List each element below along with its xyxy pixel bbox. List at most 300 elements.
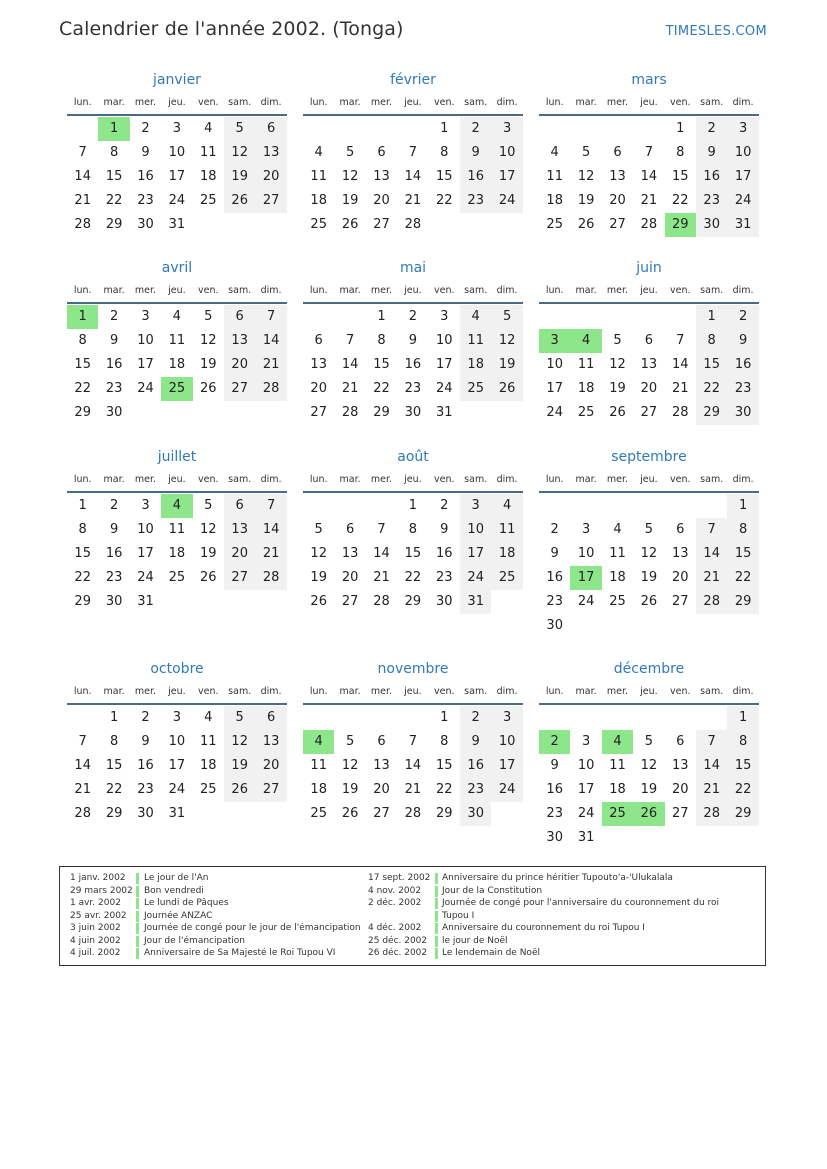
day-cell: 8 <box>78 522 87 537</box>
holiday-day-cell: 3 <box>539 329 570 353</box>
day-cell: 29 <box>727 802 758 826</box>
day-cell: 20 <box>373 782 390 797</box>
day-cell: 17 <box>491 165 522 189</box>
day-grid <box>303 117 523 267</box>
month-divider <box>67 114 287 116</box>
weekday-label: dim. <box>496 285 518 296</box>
day-cell: 12 <box>640 758 658 773</box>
weekday-label: dim. <box>260 285 282 296</box>
day-cell: 12 <box>341 169 359 184</box>
holiday-date: 4 juin 2002 <box>70 935 121 946</box>
day-cell: 27 <box>373 806 390 821</box>
day-cell: 14 <box>696 542 727 566</box>
month-name: septembre <box>611 449 687 465</box>
holiday-day-cell: 29 <box>665 213 696 237</box>
day-cell: 13 <box>672 546 689 561</box>
day-grid <box>67 305 287 455</box>
holiday-marker <box>136 898 139 909</box>
weekday-label: mer. <box>370 474 393 485</box>
day-cell: 21 <box>672 381 689 396</box>
day-cell: 26 <box>640 594 658 609</box>
day-cell: 11 <box>200 734 217 749</box>
weekday-label: ven. <box>670 474 691 485</box>
day-cell: 25 <box>310 806 327 821</box>
day-cell: 23 <box>696 189 727 213</box>
day-cell: 11 <box>609 758 626 773</box>
day-cell: 26 <box>224 189 255 213</box>
day-cell: 13 <box>640 357 658 372</box>
weekday-label: mar. <box>103 474 125 485</box>
day-cell: 5 <box>204 498 213 513</box>
weekday-label: dim. <box>260 474 282 485</box>
weekday-label: ven. <box>434 474 455 485</box>
day-cell: 25 <box>200 782 217 797</box>
day-cell: 27 <box>310 405 327 420</box>
weekday-label: jeu. <box>168 686 186 697</box>
day-cell: 6 <box>224 494 255 518</box>
day-cell: 13 <box>255 141 286 165</box>
day-grid <box>303 494 523 644</box>
day-cell: 25 <box>310 217 327 232</box>
weekday-label: lun. <box>73 97 92 108</box>
day-cell: 15 <box>373 357 390 372</box>
day-cell: 5 <box>644 522 654 537</box>
weekday-label: dim. <box>260 97 282 108</box>
day-cell: 8 <box>440 145 449 160</box>
day-cell: 3 <box>581 522 591 537</box>
weekday-label: mar. <box>103 97 125 108</box>
month-divider <box>539 703 759 705</box>
day-cell: 15 <box>436 169 453 184</box>
holiday-date: 26 déc. 2002 <box>368 948 428 958</box>
day-cell: 21 <box>696 778 727 802</box>
day-cell: 5 <box>224 117 255 141</box>
day-cell: 28 <box>255 566 286 590</box>
day-cell: 7 <box>255 305 286 329</box>
weekday-label: sam. <box>228 285 252 296</box>
day-cell: 20 <box>255 754 286 778</box>
day-cell: 29 <box>404 594 422 609</box>
day-cell: 7 <box>345 333 355 348</box>
weekday-label: mer. <box>134 97 157 108</box>
weekday-label: jeu. <box>168 97 186 108</box>
month-name: mai <box>399 260 427 276</box>
day-cell: 12 <box>224 730 255 754</box>
holiday-date: 17 sept. 2002 <box>368 873 431 883</box>
day-cell: 28 <box>696 590 727 614</box>
day-cell: 26 <box>200 381 217 396</box>
weekday-label: lun. <box>309 686 328 697</box>
day-cell: 7 <box>676 333 685 348</box>
day-cell: 12 <box>224 141 255 165</box>
day-grid <box>67 117 287 267</box>
day-cell: 24 <box>546 405 563 420</box>
weekday-header <box>67 474 287 488</box>
day-cell: 30 <box>436 594 453 609</box>
month-divider <box>303 491 523 493</box>
day-cell: 16 <box>546 570 563 585</box>
weekday-label: ven. <box>670 686 691 697</box>
day-cell: 29 <box>74 594 91 609</box>
day-cell: 18 <box>310 782 327 797</box>
month-divider <box>539 491 759 493</box>
weekday-label: dim. <box>496 686 518 697</box>
day-cell: 20 <box>373 193 390 208</box>
day-cell: 8 <box>377 333 386 348</box>
day-cell: 14 <box>404 758 422 773</box>
holiday-marker <box>435 923 438 934</box>
weekday-label: lun. <box>309 97 328 108</box>
day-cell: 9 <box>460 730 491 754</box>
day-cell: 30 <box>404 405 422 420</box>
month-name: août <box>397 449 429 465</box>
day-cell: 29 <box>436 806 453 821</box>
weekday-label: sam. <box>700 97 724 108</box>
day-cell: 19 <box>640 570 658 585</box>
day-cell: 22 <box>74 381 91 396</box>
day-cell: 28 <box>404 806 422 821</box>
day-cell: 29 <box>74 405 91 420</box>
day-cell: 16 <box>105 546 123 561</box>
month-divider <box>67 491 287 493</box>
day-cell: 14 <box>404 169 422 184</box>
holiday-date: 29 mars 2002 <box>70 885 133 896</box>
holiday-name: Jour de l'émancipation <box>144 935 245 946</box>
day-cell: 1 <box>440 710 449 725</box>
day-cell: 5 <box>314 522 323 537</box>
day-cell: 9 <box>408 333 418 348</box>
day-cell: 20 <box>609 193 626 208</box>
day-cell: 13 <box>373 758 390 773</box>
weekday-label: sam. <box>464 686 488 697</box>
day-cell: 6 <box>377 734 386 749</box>
day-cell: 7 <box>78 734 87 749</box>
holiday-marker <box>136 936 139 947</box>
day-cell: 9 <box>109 333 119 348</box>
day-cell: 31 <box>436 405 453 420</box>
day-cell: 15 <box>727 542 758 566</box>
holiday-name: Le jour de l'An <box>144 873 209 883</box>
day-cell: 7 <box>696 730 727 754</box>
day-cell: 21 <box>74 782 91 797</box>
day-cell: 27 <box>255 189 286 213</box>
weekday-header <box>303 474 523 488</box>
day-cell: 30 <box>105 594 123 609</box>
weekday-label: mar. <box>103 686 125 697</box>
weekday-label: lun. <box>73 474 92 485</box>
month-divider <box>303 114 523 116</box>
day-cell: 2 <box>460 706 491 730</box>
holiday-day-cell: 4 <box>570 329 601 353</box>
day-cell: 5 <box>204 309 213 324</box>
day-cell: 18 <box>609 570 626 585</box>
holiday-day-cell: 25 <box>602 802 633 826</box>
day-cell: 19 <box>310 570 327 585</box>
weekday-label: sam. <box>464 285 488 296</box>
weekday-label: mer. <box>370 285 393 296</box>
weekday-header <box>67 97 287 111</box>
day-cell: 19 <box>341 782 359 797</box>
day-cell: 10 <box>436 333 453 348</box>
holiday-name: Tupou I <box>442 910 475 921</box>
day-cell: 14 <box>341 357 359 372</box>
day-cell: 31 <box>577 830 595 845</box>
day-cell: 28 <box>672 405 689 420</box>
holiday-day-cell: 17 <box>570 566 601 590</box>
day-cell: 15 <box>672 169 689 184</box>
day-cell: 7 <box>377 522 386 537</box>
day-cell: 4 <box>613 522 622 537</box>
day-cell: 14 <box>255 518 286 542</box>
day-cell: 27 <box>255 778 286 802</box>
weekday-label: ven. <box>434 97 455 108</box>
weekday-label: dim. <box>732 686 754 697</box>
day-cell: 9 <box>550 546 559 561</box>
day-cell: 24 <box>577 594 595 609</box>
day-cell: 9 <box>550 758 559 773</box>
day-cell: 16 <box>137 758 154 773</box>
weekday-label: ven. <box>670 97 691 108</box>
day-cell: 8 <box>109 734 119 749</box>
weekday-header <box>539 686 759 700</box>
holiday-marker <box>136 886 139 897</box>
day-cell: 11 <box>460 329 491 353</box>
day-cell: 17 <box>727 165 758 189</box>
day-cell: 7 <box>408 734 418 749</box>
day-cell: 8 <box>696 329 727 353</box>
holiday-marker <box>136 923 139 934</box>
weekday-label: ven. <box>198 686 219 697</box>
month-name: juin <box>636 260 662 276</box>
day-cell: 30 <box>727 401 758 425</box>
day-cell: 23 <box>546 806 563 821</box>
day-cell: 7 <box>78 145 87 160</box>
day-cell: 9 <box>696 141 727 165</box>
day-cell: 20 <box>672 782 689 797</box>
day-cell: 6 <box>676 522 685 537</box>
site-logo-link[interactable]: TIMESLES.COM <box>665 24 767 39</box>
day-cell: 17 <box>168 169 186 184</box>
day-cell: 18 <box>546 193 563 208</box>
day-cell: 27 <box>672 594 689 609</box>
day-cell: 16 <box>727 353 758 377</box>
day-cell: 6 <box>377 145 386 160</box>
day-cell: 18 <box>609 782 626 797</box>
day-cell: 15 <box>105 758 123 773</box>
day-cell: 30 <box>137 217 154 232</box>
day-cell: 2 <box>109 498 119 513</box>
day-cell: 2 <box>141 121 150 136</box>
day-cell: 23 <box>727 377 758 401</box>
day-cell: 20 <box>224 353 255 377</box>
day-cell: 11 <box>491 518 522 542</box>
day-cell: 12 <box>200 522 217 537</box>
day-cell: 14 <box>373 546 390 561</box>
day-cell: 12 <box>341 758 359 773</box>
day-cell: 14 <box>696 754 727 778</box>
day-cell: 17 <box>168 758 186 773</box>
day-cell: 4 <box>204 121 213 136</box>
weekday-label: ven. <box>198 97 219 108</box>
day-cell: 12 <box>577 169 595 184</box>
day-cell: 1 <box>408 498 418 513</box>
day-cell: 9 <box>440 522 449 537</box>
holiday-name: Le lendemain de Noël <box>442 948 540 958</box>
day-cell: 13 <box>310 357 327 372</box>
weekday-label: lun. <box>545 686 564 697</box>
day-cell: 22 <box>105 782 123 797</box>
day-cell: 14 <box>74 758 91 773</box>
day-cell: 9 <box>109 522 119 537</box>
day-grid <box>539 494 759 644</box>
day-cell: 13 <box>373 169 390 184</box>
holiday-legend <box>59 866 766 966</box>
day-cell: 5 <box>644 734 654 749</box>
holiday-date: 4 déc. 2002 <box>368 923 422 933</box>
day-cell: 2 <box>696 117 727 141</box>
day-cell: 15 <box>696 353 727 377</box>
day-cell: 5 <box>224 706 255 730</box>
day-grid <box>67 706 287 856</box>
day-cell: 29 <box>105 806 123 821</box>
day-cell: 10 <box>727 141 758 165</box>
day-cell: 12 <box>200 333 217 348</box>
holiday-date: 4 juil. 2002 <box>70 948 121 958</box>
weekday-header <box>539 97 759 111</box>
day-cell: 16 <box>404 357 422 372</box>
day-cell: 28 <box>696 802 727 826</box>
day-grid <box>539 706 759 856</box>
day-cell: 20 <box>640 381 658 396</box>
day-cell: 31 <box>460 590 491 614</box>
day-grid <box>67 494 287 644</box>
day-cell: 18 <box>168 357 186 372</box>
day-cell: 2 <box>440 498 449 513</box>
day-cell: 11 <box>168 522 186 537</box>
day-cell: 22 <box>727 566 758 590</box>
holiday-date: 1 avr. 2002 <box>70 898 121 908</box>
day-cell: 7 <box>408 145 418 160</box>
day-cell: 22 <box>436 782 453 797</box>
day-cell: 7 <box>696 518 727 542</box>
day-cell: 6 <box>676 734 685 749</box>
day-cell: 19 <box>577 193 595 208</box>
day-cell: 13 <box>255 730 286 754</box>
day-cell: 19 <box>640 782 658 797</box>
day-cell: 17 <box>137 546 154 561</box>
day-cell: 23 <box>546 594 563 609</box>
day-cell: 14 <box>672 357 689 372</box>
day-cell: 3 <box>491 117 522 141</box>
day-cell: 26 <box>577 217 595 232</box>
day-cell: 4 <box>172 309 182 324</box>
month-name: mars <box>631 72 667 88</box>
day-cell: 28 <box>255 377 286 401</box>
month-divider <box>539 114 759 116</box>
day-cell: 23 <box>404 381 422 396</box>
day-cell: 24 <box>436 381 453 396</box>
day-cell: 25 <box>577 405 595 420</box>
weekday-label: lun. <box>73 285 92 296</box>
weekday-header <box>539 474 759 488</box>
day-cell: 28 <box>404 217 422 232</box>
weekday-header <box>303 285 523 299</box>
day-cell: 30 <box>696 213 727 237</box>
day-cell: 18 <box>200 758 217 773</box>
weekday-label: lun. <box>73 686 92 697</box>
weekday-label: lun. <box>545 474 564 485</box>
day-cell: 3 <box>460 494 491 518</box>
day-cell: 21 <box>341 381 359 396</box>
weekday-label: ven. <box>198 285 219 296</box>
weekday-label: jeu. <box>404 686 422 697</box>
day-cell: 16 <box>137 169 154 184</box>
day-cell: 14 <box>255 329 286 353</box>
day-cell: 19 <box>609 381 626 396</box>
day-cell: 18 <box>200 169 217 184</box>
day-cell: 24 <box>168 193 186 208</box>
weekday-label: mer. <box>134 686 157 697</box>
day-cell: 13 <box>224 329 255 353</box>
day-cell: 5 <box>345 145 355 160</box>
day-cell: 27 <box>224 377 255 401</box>
holiday-name: Jour de la Constitution <box>442 885 543 896</box>
month-name: janvier <box>153 72 201 88</box>
month-divider <box>303 302 523 304</box>
day-cell: 8 <box>727 730 758 754</box>
day-cell: 4 <box>460 305 491 329</box>
day-cell: 26 <box>491 377 522 401</box>
day-cell: 25 <box>491 566 522 590</box>
day-cell: 10 <box>577 758 595 773</box>
day-cell: 1 <box>377 309 386 324</box>
day-cell: 21 <box>255 542 286 566</box>
weekday-label: jeu. <box>640 686 658 697</box>
day-cell: 28 <box>640 217 658 232</box>
day-cell: 24 <box>727 189 758 213</box>
day-cell: 23 <box>137 193 154 208</box>
holiday-date: 4 nov. 2002 <box>368 885 422 896</box>
day-cell: 27 <box>640 405 658 420</box>
weekday-label: mar. <box>103 285 125 296</box>
day-cell: 29 <box>696 401 727 425</box>
day-cell: 1 <box>676 121 685 136</box>
holiday-name: le jour de Noël <box>442 935 508 946</box>
day-cell: 6 <box>314 333 323 348</box>
day-cell: 22 <box>696 377 727 401</box>
day-cell: 19 <box>200 357 217 372</box>
day-cell: 25 <box>546 217 563 232</box>
day-cell: 2 <box>727 305 758 329</box>
day-cell: 23 <box>436 570 453 585</box>
day-cell: 22 <box>74 570 91 585</box>
day-cell: 17 <box>460 542 491 566</box>
holiday-day-cell: 4 <box>161 494 192 518</box>
day-cell: 25 <box>200 193 217 208</box>
month-divider <box>67 703 287 705</box>
holiday-marker <box>136 873 139 884</box>
page-title: Calendrier de l'année 2002. (Tonga) <box>59 18 404 40</box>
day-cell: 6 <box>644 333 654 348</box>
weekday-label: jeu. <box>404 285 422 296</box>
day-cell: 13 <box>609 169 626 184</box>
holiday-day-cell: 2 <box>539 730 570 754</box>
weekday-label: sam. <box>228 474 252 485</box>
day-cell: 18 <box>577 381 595 396</box>
day-cell: 23 <box>460 778 491 802</box>
day-cell: 16 <box>436 546 453 561</box>
day-cell: 3 <box>172 121 182 136</box>
